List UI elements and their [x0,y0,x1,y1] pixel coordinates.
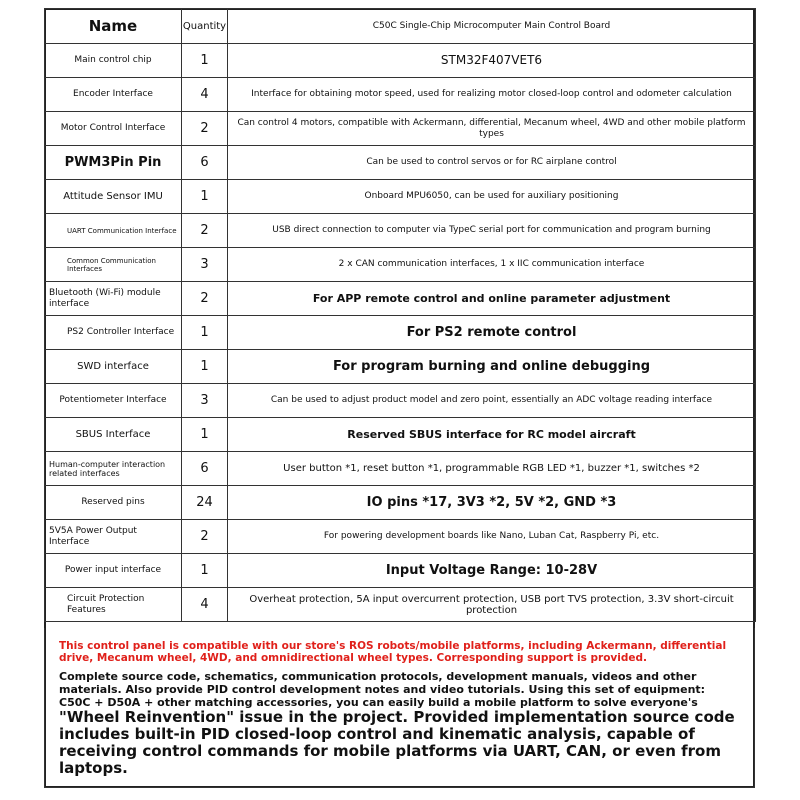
header-quantity: Quantity [182,9,228,44]
row-description: IO pins *17, 3V3 *2, 5V *2, GND *3 [228,486,756,520]
table-row [45,78,756,112]
row-description: User button *1, reset button *1, programmable RGB LED *1, buzzer *1, switches *2 [228,452,756,486]
table-row [45,418,756,452]
row-name: Main control chip [45,44,182,78]
row-description: Onboard MPU6050, can be used for auxiliary positioning [228,180,756,214]
table-header-row [45,9,756,44]
table-row [45,486,756,520]
row-quantity: 24 [182,486,228,520]
row-quantity: 4 [182,78,228,112]
row-name: UART Communication Interface [45,214,182,248]
table-row [45,146,756,180]
spec-table [44,8,756,622]
row-quantity: 1 [182,554,228,588]
row-quantity: 6 [182,452,228,486]
header-description: C50C Single-Chip Microcomputer Main Control Board [228,9,756,44]
footer-notes [44,628,755,788]
row-name: Common Communication Interfaces [45,248,182,282]
table-row [45,554,756,588]
row-description: Can be used to control servos or for RC airplane control [228,146,756,180]
row-description: Interface for obtaining motor speed, used for realizing motor closed-loop control and odometer calculation [228,78,756,112]
row-quantity: 1 [182,316,228,350]
row-quantity: 4 [182,588,228,622]
implementation-note: "Wheel Reinvention" issue in the project. Provided implementation source code includes built-in PID closed-loop control and kinematic analysis, capable of receiving control commands for mobile platforms via UART, CAN, or even from laptops. [59,708,735,777]
row-description: For program burning and online debugging [228,350,756,384]
row-description: Input Voltage Range: 10-28V [228,554,756,588]
row-name: Encoder Interface [45,78,182,112]
row-description: For APP remote control and online parameter adjustment [228,282,756,316]
table-row [45,112,756,146]
row-quantity: 1 [182,418,228,452]
table-row [45,44,756,78]
row-quantity: 2 [182,214,228,248]
row-name: Bluetooth (Wi-Fi) module interface [45,282,182,316]
row-quantity: 6 [182,146,228,180]
row-name: SBUS Interface [45,418,182,452]
row-quantity: 1 [182,44,228,78]
row-description: For PS2 remote control [228,316,756,350]
row-name: Attitude Sensor IMU [45,180,182,214]
table-row [45,282,756,316]
row-name: Reserved pins [45,486,182,520]
row-description: 2 x CAN communication interfaces, 1 x IIC communication interface [228,248,756,282]
row-name: Human-computer interaction related interfaces [45,452,182,486]
row-name: PWM3Pin Pin [45,146,182,180]
table-row [45,180,756,214]
row-quantity: 2 [182,520,228,554]
row-description: Reserved SBUS interface for RC model aircraft [228,418,756,452]
compatibility-note: This control panel is compatible with our store's ROS robots/mobile platforms, including Ackermann, differential drive, Mecanum wheel, 4WD, and omnidirectional wheel types. Corresponding support is provided. [59,640,727,664]
row-description: STM32F407VET6 [228,44,756,78]
row-quantity: 3 [182,384,228,418]
row-description: Can control 4 motors, compatible with Ackermann, differential, Mecanum wheel, 4WD and other mobile platform types [228,112,756,146]
row-description: Can be used to adjust product model and zero point, essentially an ADC voltage reading interface [228,384,756,418]
row-description: Overheat protection, 5A input overcurrent protection, USB port TVS protection, 3.3V short-circuit protection [228,588,756,622]
table-row [45,452,756,486]
row-description: For powering development boards like Nano, Luban Cat, Raspberry Pi, etc. [228,520,756,554]
table-row [45,350,756,384]
header-name: Name [45,9,182,44]
row-name: Motor Control Interface [45,112,182,146]
row-name: PS2 Controller Interface [45,316,182,350]
row-quantity: 1 [182,180,228,214]
table-row [45,214,756,248]
table-row [45,248,756,282]
row-quantity: 2 [182,112,228,146]
row-name: Circuit Protection Features [45,588,182,622]
row-name: SWD interface [45,350,182,384]
table-row [45,588,756,622]
materials-note: Complete source code, schematics, communication protocols, development manuals, videos and other materials. Also provide PID control development notes and video tutorials. Using this set of equipment: C50C + D50A + other matching accessories, you can easily build a mobile platform to solve everyone's [59,670,706,709]
row-name: Potentiometer Interface [45,384,182,418]
row-name: 5V5A Power Output Interface [45,520,182,554]
table-row [45,520,756,554]
row-quantity: 3 [182,248,228,282]
row-name: Power input interface [45,554,182,588]
table-row [45,384,756,418]
row-quantity: 2 [182,282,228,316]
row-quantity: 1 [182,350,228,384]
table-row [45,316,756,350]
row-description: USB direct connection to computer via TypeC serial port for communication and program burning [228,214,756,248]
